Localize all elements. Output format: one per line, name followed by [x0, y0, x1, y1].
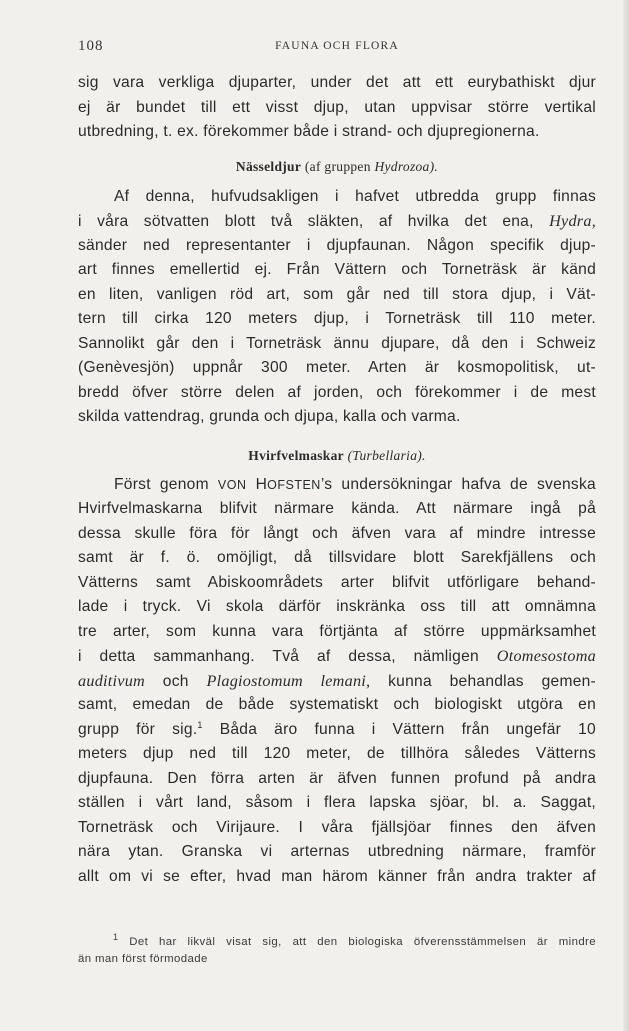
text-line: bredd öfver större delen af jorden, och förekommer i de mest — [78, 383, 596, 401]
section-heading-nasseldjur — [78, 155, 596, 179]
text-line: en liten, vanligen röd art, som går ned till stora djup, i Vät- — [78, 285, 596, 303]
footnote-line — [78, 934, 596, 951]
text-line — [78, 644, 596, 669]
text-line — [78, 209, 596, 234]
heading-italic: Hydrozoa). — [374, 158, 439, 174]
text-line: utbredning, t. ex. förekommer både i strand- och djupregionerna. — [78, 123, 540, 140]
author-prefix: VON — [217, 477, 247, 492]
text-line: allt om vi se efter, hvad man härom känner från andra trakter af — [78, 867, 596, 885]
text-line: nära ytan. Granska vi arternas utbredning närmare, framför — [78, 843, 596, 860]
heading-italic: (Turbellaria). — [347, 447, 426, 463]
text-line: ej är bundet till ett visst djup, utan uppvisar större vertikal — [78, 98, 596, 116]
heading-bold: Hvirfvelmaskar — [248, 447, 344, 463]
text-line: sänder ned representanter i djupfaunan. Någon specifik djup- — [78, 236, 596, 254]
text-line: tre arter, som kunna vara förtjänta af större uppmärksamhet — [78, 622, 596, 640]
text-span: kunna behandlas gemen- — [388, 672, 596, 690]
author-initial: H — [255, 475, 268, 493]
text-line: lade i tryck. Vi skola därför inskränka oss till att omnämna — [78, 598, 596, 615]
text-line — [78, 473, 596, 498]
footnote-marker[interactable]: 1 — [197, 719, 203, 730]
heading-bold: Nässeldjur — [235, 158, 302, 174]
text-line: (Genèvesjön) uppnår 300 meter. Arten är kosmopolitisk, ut- — [78, 359, 596, 376]
paragraph-nasseldjur — [78, 185, 596, 430]
author-name — [256, 476, 321, 493]
intro-paragraph — [78, 71, 596, 145]
running-head: FAUNA OCH FLORA — [275, 40, 399, 52]
text-line: samt är f. ö. omöjligt, då tillsvidare blott Sarekfjällens och — [78, 549, 596, 566]
text-line: Torneträsk och Virijaure. I våra fjällsjöar finnes den äfven — [78, 818, 596, 836]
text-line: Hvirfvelmaskarna blifvit närmare kända. Att närmare ingå på — [78, 500, 596, 517]
text-line: art finnes emellertid ej. Från Vättern och Torneträsk är känd — [78, 261, 596, 278]
text-line: skilda vattendrag, grunda och djupa, kalla och varma. — [78, 408, 461, 425]
text-line: samt, emedan de både systematiskt och biologiskt utgöra en — [78, 696, 596, 713]
text-line: Sannolikt går den i Torneträsk ännu djupare, då den i Schweiz — [78, 334, 596, 352]
footnote-line: än man först förmodade — [78, 953, 208, 965]
page-number: 108 — [78, 38, 104, 54]
text-line — [78, 669, 596, 694]
footnote-number: 1 — [113, 932, 119, 943]
paragraph-hvirfvelmaskar — [78, 473, 596, 890]
species-name: Plagiostomum lemani, — [206, 671, 371, 690]
text-line: sig vara verkliga djuparter, under det att ett eurybathiskt djur — [78, 74, 596, 91]
text-span: Först genom — [114, 475, 209, 493]
text-line: ställen i vårt land, såsom i flera lapska sjöar, bl. a. Saggat, — [78, 794, 596, 811]
author-smallcaps: OFSTEN — [267, 477, 321, 492]
text-span: och — [162, 672, 189, 690]
text-line: dessa skulle föra för långt och äfven vara af mindre intresse — [78, 524, 596, 542]
heading-text: (af gruppen — [304, 158, 371, 174]
footnote-text: Det har likväl visat sig, att den biologiska öfverensstämmelsen är mindre — [129, 936, 596, 948]
text-span: grupp för sig. — [78, 720, 198, 738]
text-line: tern till cirka 120 meters djup, i Torneträsk till 110 meter. — [78, 310, 596, 327]
text-line: Af denna, hufvudsakligen i hafvet utbredda grupp finnas — [114, 187, 596, 205]
page-edge-shadow — [623, 0, 629, 1031]
species-epithet: auditivum — [78, 671, 145, 690]
body-text — [78, 71, 596, 889]
text-span: ’s undersökningar hafva de svenska — [320, 475, 596, 493]
text-line: Vätterns samt Abiskoområdets arter blifvit utförligare behand- — [78, 573, 596, 591]
text-line: djupfauna. Den förra arten är äfven funnen profund på andra — [78, 769, 596, 787]
text-span: i våra sötvatten blott två släkten, af hvilka det ena, — [78, 213, 534, 230]
text-span: i detta sammanhang. Två af dessa, nämligen — [78, 648, 479, 665]
text-line: meters djup ned till 120 meter, de tillhöra således Vätterns — [78, 745, 596, 762]
section-heading-hvirfvelmaskar — [78, 444, 596, 468]
text-span: Båda äro funna i Vättern från ungefär 10 — [219, 720, 596, 738]
page-header — [78, 38, 596, 56]
text-line — [78, 718, 596, 743]
italic-term: Hydra, — [549, 212, 596, 230]
species-genus: Otomesostoma — [496, 647, 596, 665]
footnote — [78, 934, 596, 968]
